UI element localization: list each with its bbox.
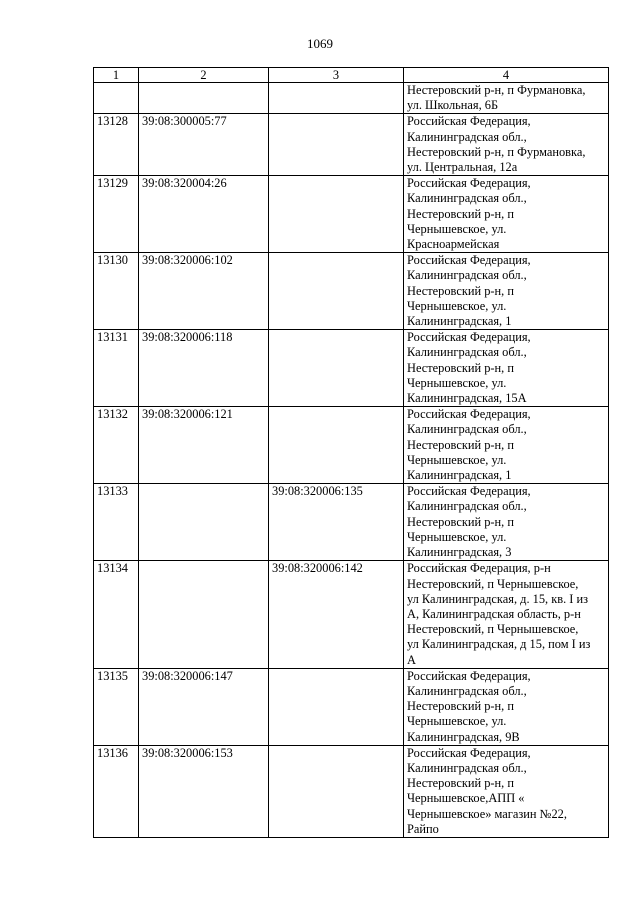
row-number-cell: 13132	[94, 407, 139, 484]
cadastral-number-alt-cell	[269, 114, 404, 176]
row-number-cell	[94, 83, 139, 114]
address-line: Калининградская, 1	[407, 468, 512, 483]
row-number-cell: 13128	[94, 114, 139, 176]
cadastral-number-alt-cell: 39:08:320006:135	[269, 484, 404, 561]
address-cell	[404, 407, 609, 484]
address-line: Российская Федерация,	[407, 745, 531, 760]
address-line: Нестеровский р-н, п	[407, 514, 514, 529]
address-line: Калининградская обл.,	[407, 345, 527, 360]
address-cell	[404, 745, 609, 837]
cadastral-number-cell: 39:08:320006:118	[139, 330, 269, 407]
address-line: А, Калининградская область, р-н	[407, 606, 581, 621]
cadastral-number-cell	[139, 484, 269, 561]
address-line: Калининградская обл.,	[407, 268, 527, 283]
column-header-1: 1	[94, 68, 139, 83]
row-number-cell: 13136	[94, 745, 139, 837]
address-line: Российская Федерация,	[407, 114, 531, 129]
address-line: Чернышевское, ул.	[407, 375, 507, 390]
address-line: ул. Школьная, 6Б	[407, 98, 499, 113]
address-line: Калининградская обл.,	[407, 129, 527, 144]
address-line: Калининградская обл.,	[407, 760, 527, 775]
cadastral-number-alt-cell	[269, 176, 404, 253]
address-line: Нестеровский р-н, п Фурмановка,	[407, 144, 586, 159]
address-line: Чернышевское, ул.	[407, 714, 507, 729]
address-cell	[404, 253, 609, 330]
address-line: Нестеровский, п Чернышевское,	[407, 576, 579, 591]
address-cell	[404, 330, 609, 407]
address-cell	[404, 114, 609, 176]
table-row	[94, 114, 609, 176]
address-cell	[404, 83, 609, 114]
address-line: Нестеровский р-н, п	[407, 283, 514, 298]
row-number-cell: 13130	[94, 253, 139, 330]
registry-table	[93, 67, 609, 838]
address-line: ул Калининградская, д. 15, кв. I из	[407, 591, 589, 606]
row-number-cell: 13135	[94, 668, 139, 745]
cadastral-number-cell: 39:08:320006:102	[139, 253, 269, 330]
address-line: Чернышевское, ул.	[407, 298, 507, 313]
row-number-cell: 13134	[94, 561, 139, 668]
address-line: Российская Федерация,	[407, 484, 531, 499]
cadastral-number-alt-cell	[269, 83, 404, 114]
address-line: Калининградская обл.,	[407, 499, 527, 514]
cadastral-number-alt-cell	[269, 330, 404, 407]
cadastral-number-cell	[139, 83, 269, 114]
row-number-cell: 13129	[94, 176, 139, 253]
cadastral-number-cell: 39:08:300005:77	[139, 114, 269, 176]
address-line: Нестеровский, п Чернышевское,	[407, 622, 579, 637]
address-line: Калининградская, 3	[407, 545, 512, 560]
address-line: Российская Федерация,	[407, 253, 531, 268]
address-line: Чернышевское, ул.	[407, 452, 507, 467]
column-header-3: 3	[269, 68, 404, 83]
address-line: ул. Центральная, 12а	[407, 160, 518, 175]
address-line: Нестеровский р-н, п	[407, 776, 514, 791]
row-number-cell: 13131	[94, 330, 139, 407]
address-line: А	[407, 652, 416, 667]
address-line: Чернышевское» магазин №22,	[407, 806, 567, 821]
cadastral-number-cell: 39:08:320006:121	[139, 407, 269, 484]
address-line: Калининградская обл.,	[407, 191, 527, 206]
table-body	[94, 83, 609, 838]
cadastral-number-alt-cell: 39:08:320006:142	[269, 561, 404, 668]
address-line: Калининградская обл.,	[407, 422, 527, 437]
table-row	[94, 407, 609, 484]
address-line: Райпо	[407, 821, 439, 836]
table-row	[94, 484, 609, 561]
address-line: Калининградская, 1	[407, 314, 512, 329]
address-line: Российская Федерация,	[407, 668, 531, 683]
address-line: Калининградская, 15А	[407, 391, 527, 406]
table-row	[94, 330, 609, 407]
table-header	[94, 68, 609, 83]
address-line: Нестеровский р-н, п	[407, 360, 514, 375]
cadastral-number-alt-cell	[269, 745, 404, 837]
address-line: Российская Федерация, р-н	[407, 561, 551, 576]
address-line: Калининградская, 9В	[407, 729, 520, 744]
address-cell	[404, 484, 609, 561]
row-number-cell: 13133	[94, 484, 139, 561]
header-row	[94, 68, 609, 83]
address-line: Нестеровский р-н, п	[407, 437, 514, 452]
address-cell	[404, 668, 609, 745]
address-line: Красноармейская	[407, 237, 500, 252]
address-line: ул Калининградская, д 15, пом I из	[407, 637, 591, 652]
address-line: Нестеровский р-н, п Фурмановка,	[407, 83, 586, 97]
address-line: Чернышевское,АПП «	[407, 791, 525, 806]
table-row	[94, 668, 609, 745]
cadastral-number-cell: 39:08:320006:153	[139, 745, 269, 837]
cadastral-number-cell: 39:08:320006:147	[139, 668, 269, 745]
address-cell	[404, 176, 609, 253]
table-row	[94, 83, 609, 114]
address-cell	[404, 561, 609, 668]
cadastral-number-alt-cell	[269, 668, 404, 745]
column-header-4: 4	[404, 68, 609, 83]
address-line: Нестеровский р-н, п	[407, 699, 514, 714]
page-number: 1069	[307, 36, 333, 51]
cadastral-number-alt-cell	[269, 407, 404, 484]
address-line: Калининградская обл.,	[407, 683, 527, 698]
address-line: Российская Федерация,	[407, 330, 531, 345]
address-line: Нестеровский р-н, п	[407, 206, 514, 221]
cadastral-number-cell: 39:08:320004:26	[139, 176, 269, 253]
address-line: Российская Федерация,	[407, 176, 531, 191]
table-row	[94, 253, 609, 330]
table-row	[94, 176, 609, 253]
address-line: Российская Федерация,	[407, 407, 531, 422]
cadastral-number-alt-cell	[269, 253, 404, 330]
cadastral-number-cell	[139, 561, 269, 668]
address-line: Чернышевское, ул.	[407, 221, 507, 236]
table-row	[94, 561, 609, 668]
table-row	[94, 745, 609, 837]
address-line: Чернышевское, ул.	[407, 529, 507, 544]
column-header-2: 2	[139, 68, 269, 83]
